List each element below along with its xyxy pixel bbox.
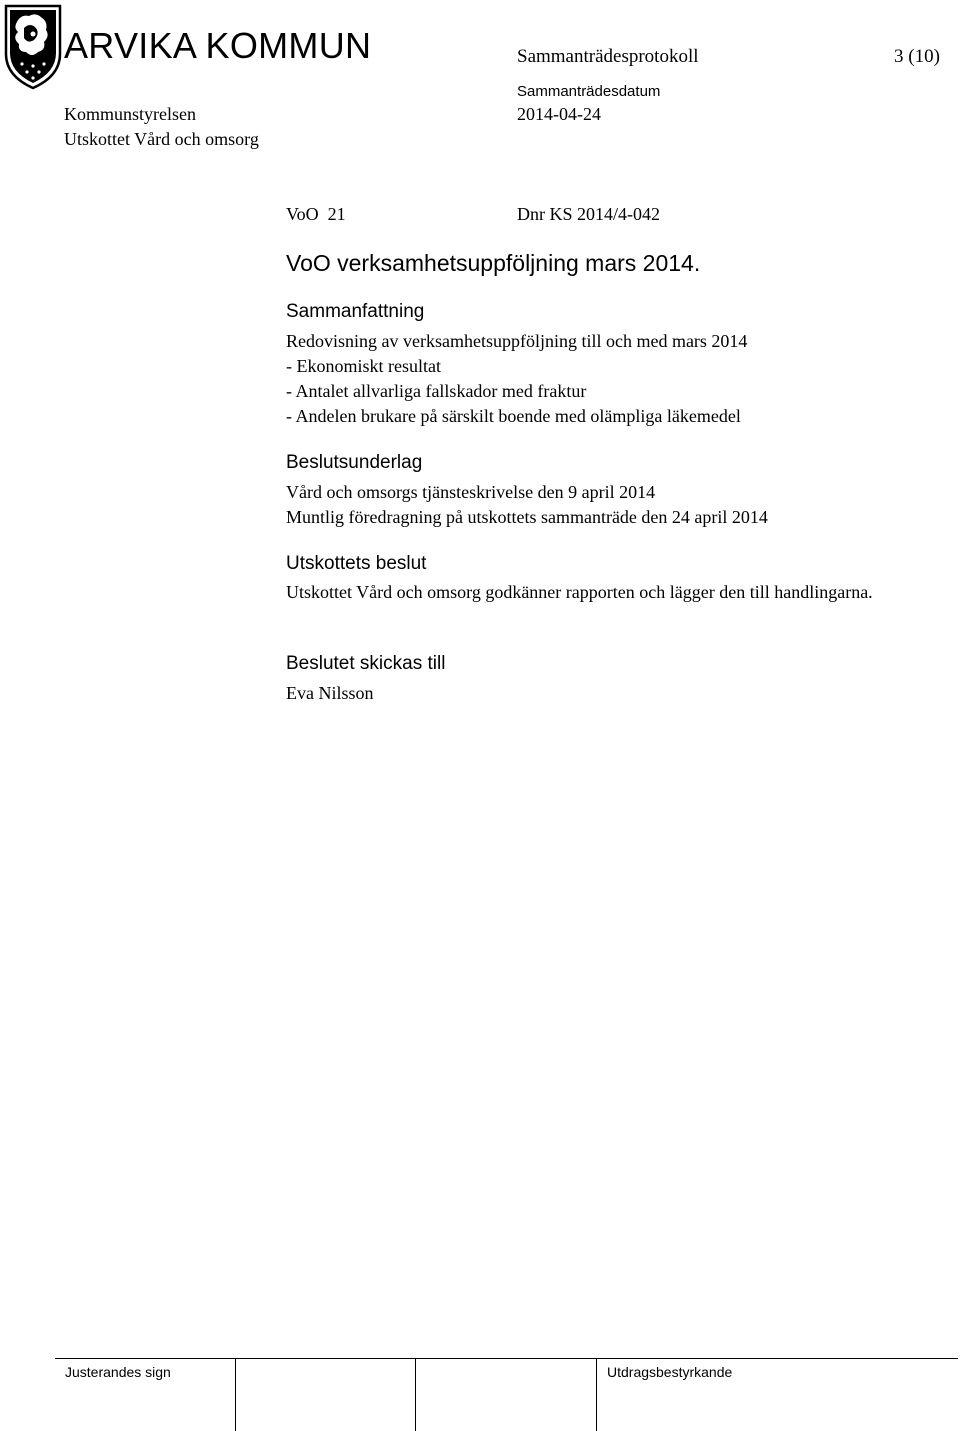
item-title: VoO verksamhetsuppföljning mars 2014. [286,250,701,276]
decision-text: Utskottet Vård och omsorg godkänner rapporten och lägger den till handlingarna. [286,582,873,602]
column-divider [415,1359,416,1431]
column-divider [235,1359,236,1431]
extract-label: Utdragsbestyrkande [607,1364,733,1380]
summary-line: - Ekonomiskt resultat [286,356,441,376]
meeting-date-label: Sammanträdesdatum [517,83,661,100]
meeting-date: 2014-04-24 [517,104,601,124]
sent-to-heading: Beslutet skickas till [286,653,446,674]
logo-wordmark: ARVIKA KOMMUN [64,25,372,66]
decision-heading: Utskottets beslut [286,553,427,574]
summary-line: - Antalet allvarliga fallskador med fraktur [286,381,587,401]
arvika-coat-of-arms-logo [2,2,64,90]
sent-to-recipient: Eva Nilsson [286,683,374,703]
page-number: 3 (10) [894,46,940,67]
committee-name: Kommunstyrelsen [64,104,196,124]
diary-number: Dnr KS 2014/4-042 [517,204,660,224]
signers-label: Justerandes sign [65,1364,171,1380]
protocol-label: Sammanträdesprotokoll [517,46,699,67]
column-divider [596,1359,597,1431]
basis-heading: Beslutsunderlag [286,452,423,473]
summary-line: Redovisning av verksamhetsuppföljning till och med mars 2014 [286,331,748,351]
basis-line: Muntlig föredragning på utskottets sammanträde den 24 april 2014 [286,507,768,527]
summary-heading: Sammanfattning [286,301,425,322]
paragraph-reference: VoO 21 [286,204,346,224]
summary-line: - Andelen brukare på särskilt boende med olämpliga läkemedel [286,406,741,426]
subcommittee-name: Utskottet Vård och omsorg [64,129,259,149]
signature-footer [55,1358,958,1431]
basis-line: Vård och omsorgs tjänsteskrivelse den 9 april 2014 [286,482,656,502]
